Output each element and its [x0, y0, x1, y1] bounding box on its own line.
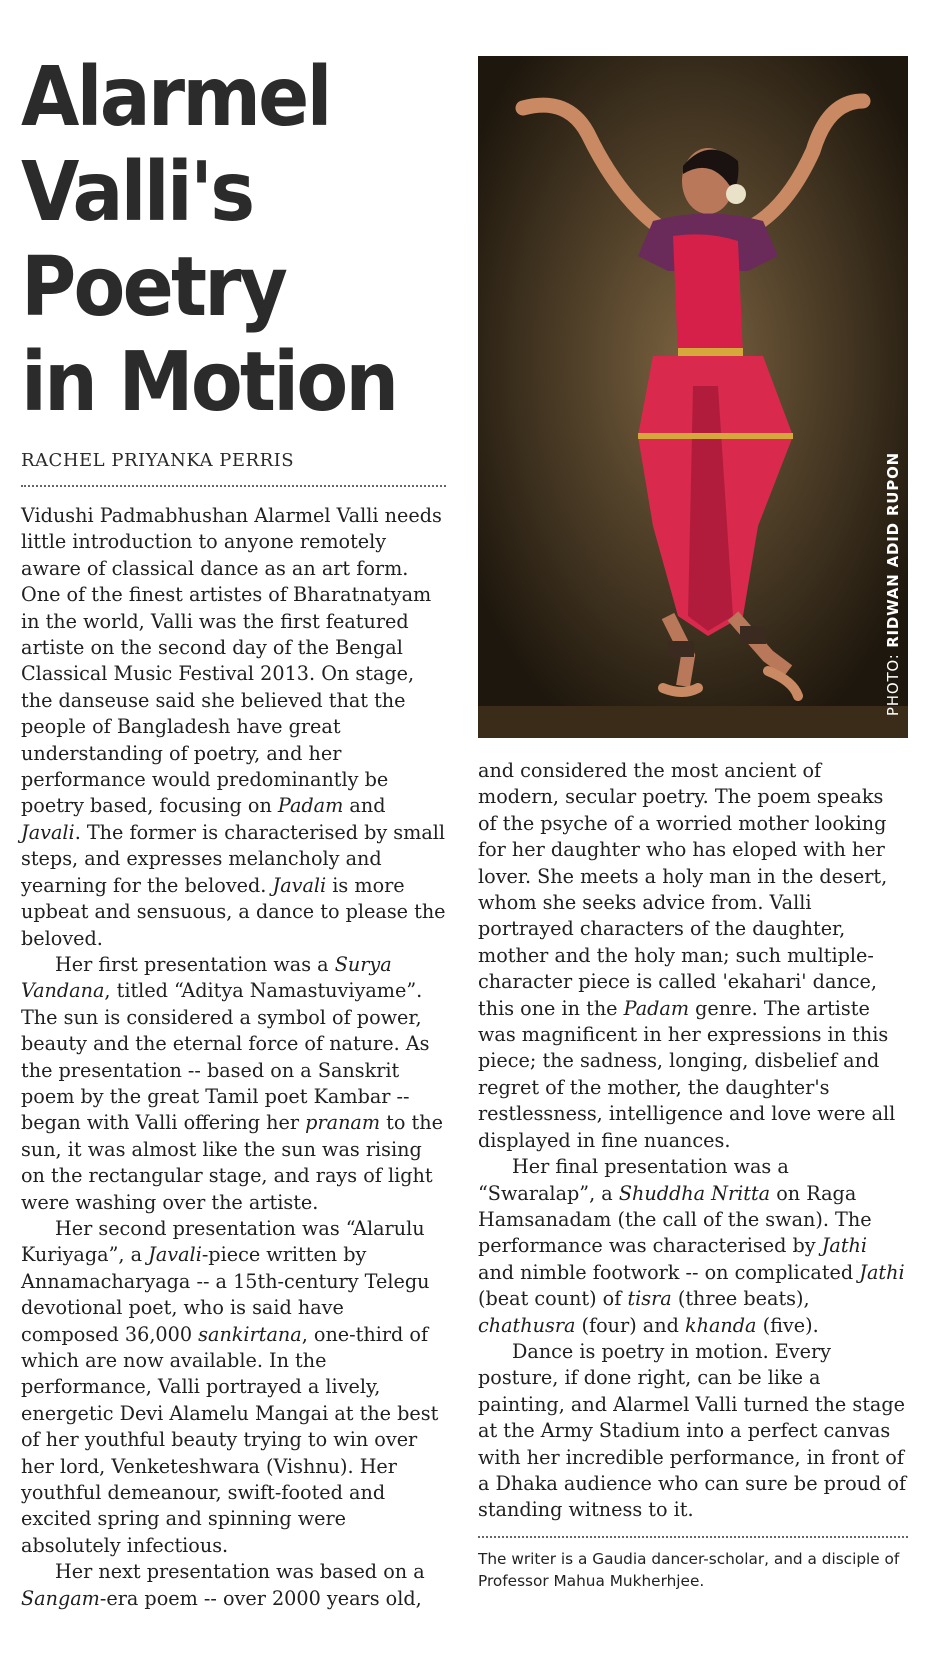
article-body-right — [478, 758, 908, 1524]
divider — [21, 485, 446, 487]
paragraph: and considered the most ancient of modern, secular poetry. The poem speaks of the psyche of a worried mother looking for her daughter who has eloped with her lover. She meets a holy man in the desert, whom she seeks advice from. Valli portrayed characters of the daughter, mother and the holy man; such multiple-character piece is called 'ekahari' dance, this one in the Padam genre. The artiste was magnificent in her expressions in this piece; the sadness, longing, disbelief and regret of the mother, the daughter's restlessness, intelligence and love were all displayed in fine nuances. — [478, 759, 896, 1152]
paragraph: Vidushi Padmabhushan Alarmel Valli needs little introduction to anyone remotely aware of classical dance as an art form. One of the finest artistes of Bharatnatyam in the world, Valli was the first featured artiste on the second day of the Bengal Classical Music Festival 2013. On stage, the danseuse said she believed that the people of Bangladesh have great understanding of poetry, and her performance would predominantly be poetry based, focusing on Padam and Javali. The former is characterised by small steps, and expresses melancholy and yearning for the beloved. Javali is more upbeat and sensuous, a dance to please the beloved. — [21, 504, 446, 950]
headline-line: Valli's — [21, 145, 253, 240]
right-column — [478, 758, 908, 1592]
headline-line: Alarmel — [21, 50, 330, 145]
photo-credit — [884, 452, 902, 716]
headline — [21, 50, 412, 430]
photo-credit-name: RIDWAN ADID RUPON — [884, 451, 902, 648]
dancer-illustration — [478, 56, 908, 738]
paragraph: Her next presentation was based on a Sangam-era poem -- over 2000 years old, — [21, 1560, 425, 1610]
headline-line: in Motion — [21, 335, 397, 430]
photo-credit-label: PHOTO: — [884, 653, 902, 716]
dancer-photo — [478, 56, 908, 738]
paragraph: Her final presentation was a “Swaralap”, a Shuddha Nritta on Raga Hamsanadam (the call of the swan). The performance was characterised by Jathi and nimble footwork -- on complicated Jathi (beat count) of tisra (three beats), chathusra (four) and khanda (five). — [478, 1155, 905, 1337]
writer-note: The writer is a Gaudia dancer-scholar, and a disciple of Professor Mahua Mukherhjee. — [478, 1549, 900, 1590]
divider — [478, 1536, 908, 1538]
left-column — [21, 50, 446, 1612]
paragraph: Her second presentation was “Alarulu Kuriyaga”, a Javali-piece written by Annamacharyaga -- a 15th-century Telegu devotional poet, who is said have composed 36,000 sankirtana, one-third of which are now available. In the performance, Valli portrayed a lively, energetic Devi Alamelu Mangai at the best of her youthful beauty trying to win over her lord, Venketeshwara (Vishnu). Her youthful demeanour, swift-footed and excited spring and spinning were absolutely infectious. — [21, 1216, 439, 1557]
byline: RACHEL PRIYANKA PERRIS — [21, 450, 295, 471]
article-body-left — [21, 503, 446, 1612]
paragraph: Her first presentation was a Surya Vandana, titled “Aditya Namastuviyame”. The sun is considered a symbol of power, beauty and the eternal force of nature. As the presentation -- based on a Sanskrit poem by the great Tamil poet Kambar -- began with Valli offering her pranam to the sun, it was almost like the sun was rising on the rectangular stage, and rays of light were washing over the artiste. — [21, 952, 443, 1214]
paragraph: Dance is poetry in motion. Every posture, if done right, can be like a painting, and Alarmel Valli turned the stage at the Army Stadium into a perfect canvas with her incredible performance, in front of a Dhaka audience who can sure be proud of standing witness to it. — [478, 1339, 907, 1522]
headline-line: Poetry — [21, 240, 286, 335]
